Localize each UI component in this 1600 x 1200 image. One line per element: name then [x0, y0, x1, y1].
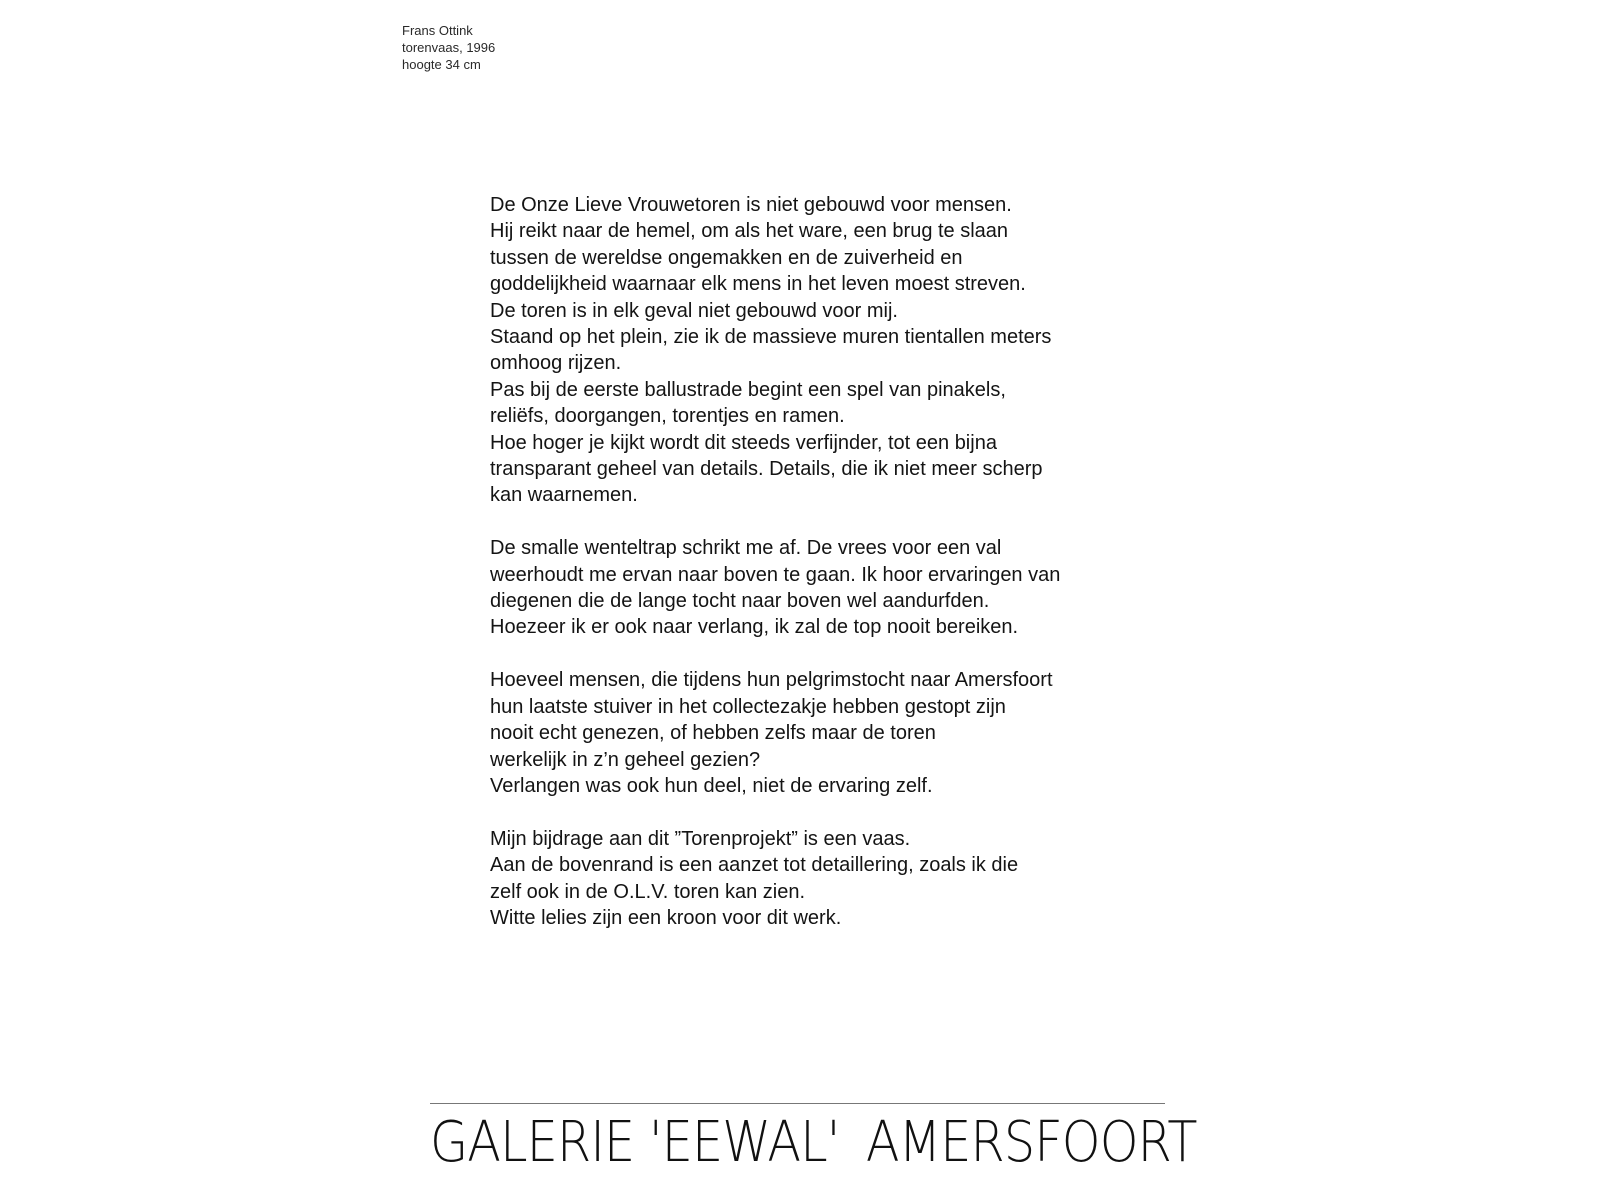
- text-line: kan waarnemen.: [490, 484, 638, 507]
- statement-text: [490, 192, 1150, 931]
- gallery-name: GALERIE 'EEWAL': [430, 1110, 840, 1175]
- artwork-caption: [402, 22, 495, 73]
- text-line: Hoeveel mensen, die tijdens hun pelgrimstocht naar Amersfoort: [490, 669, 1053, 692]
- text-line: Mijn bijdrage aan dit ”Torenprojekt” is een vaas.: [490, 827, 911, 850]
- text-line: zelf ook in de O.L.V. toren kan zien.: [490, 880, 806, 903]
- artist-name: Frans Ottink: [402, 23, 473, 38]
- text-line: De toren is in elk geval niet gebouwd voor mij.: [490, 299, 898, 322]
- text-line: Hij reikt naar de hemel, om als het ware, een brug te slaan: [490, 220, 1009, 243]
- gallery-footer: [430, 1110, 1197, 1175]
- text-line: weerhoudt me ervan naar boven te gaan. Ik hoor ervaringen van: [490, 563, 1061, 586]
- text-line: goddelijkheid waarnaar elk mens in het leven moest streven.: [490, 273, 1026, 296]
- artwork-height: hoogte 34 cm: [402, 57, 481, 72]
- text-line: reliëfs, doorgangen, torentjes en ramen.: [490, 405, 845, 428]
- paragraph-2: [490, 535, 1150, 641]
- text-line: omhoog rijzen.: [490, 352, 622, 375]
- text-line: werkelijk in z’n geheel gezien?: [490, 748, 761, 771]
- artwork-title-year: torenvaas, 1996: [402, 40, 496, 55]
- footer-divider: [430, 1103, 1165, 1104]
- paragraph-3: [490, 667, 1150, 799]
- text-line: tussen de wereldse ongemakken en de zuiverheid en: [490, 246, 963, 269]
- text-line: Aan de bovenrand is een aanzet tot detaillering, zoals ik die: [490, 854, 1019, 877]
- text-line: Hoe hoger je kijkt wordt dit steeds verfijnder, tot een bijna: [490, 431, 997, 454]
- text-line: Pas bij de eerste ballustrade begint een spel van pinakels,: [490, 378, 1006, 401]
- text-line: hun laatste stuiver in het collectezakje hebben gestopt zijn: [490, 695, 1006, 718]
- gallery-city: AMERSFOORT: [865, 1110, 1197, 1175]
- text-line: Staand op het plein, zie ik de massieve muren tientallen meters: [490, 326, 1052, 349]
- paragraph-1: [490, 192, 1150, 509]
- text-line: nooit echt genezen, of hebben zelfs maar de toren: [490, 722, 936, 745]
- text-line: De smalle wenteltrap schrikt me af. De vrees voor een val: [490, 537, 1002, 560]
- text-line: Verlangen was ook hun deel, niet de ervaring zelf.: [490, 774, 933, 797]
- paragraph-4: [490, 826, 1150, 932]
- text-line: De Onze Lieve Vrouwetoren is niet gebouwd voor mensen.: [490, 194, 1012, 216]
- text-line: Hoezeer ik er ook naar verlang, ik zal de top nooit bereiken.: [490, 616, 1019, 639]
- text-line: transparant geheel van details. Details, die ik niet meer scherp: [490, 458, 1043, 481]
- text-line: diegenen die de lange tocht naar boven wel aandurfden.: [490, 590, 990, 613]
- text-line: Witte lelies zijn een kroon voor dit werk.: [490, 906, 842, 929]
